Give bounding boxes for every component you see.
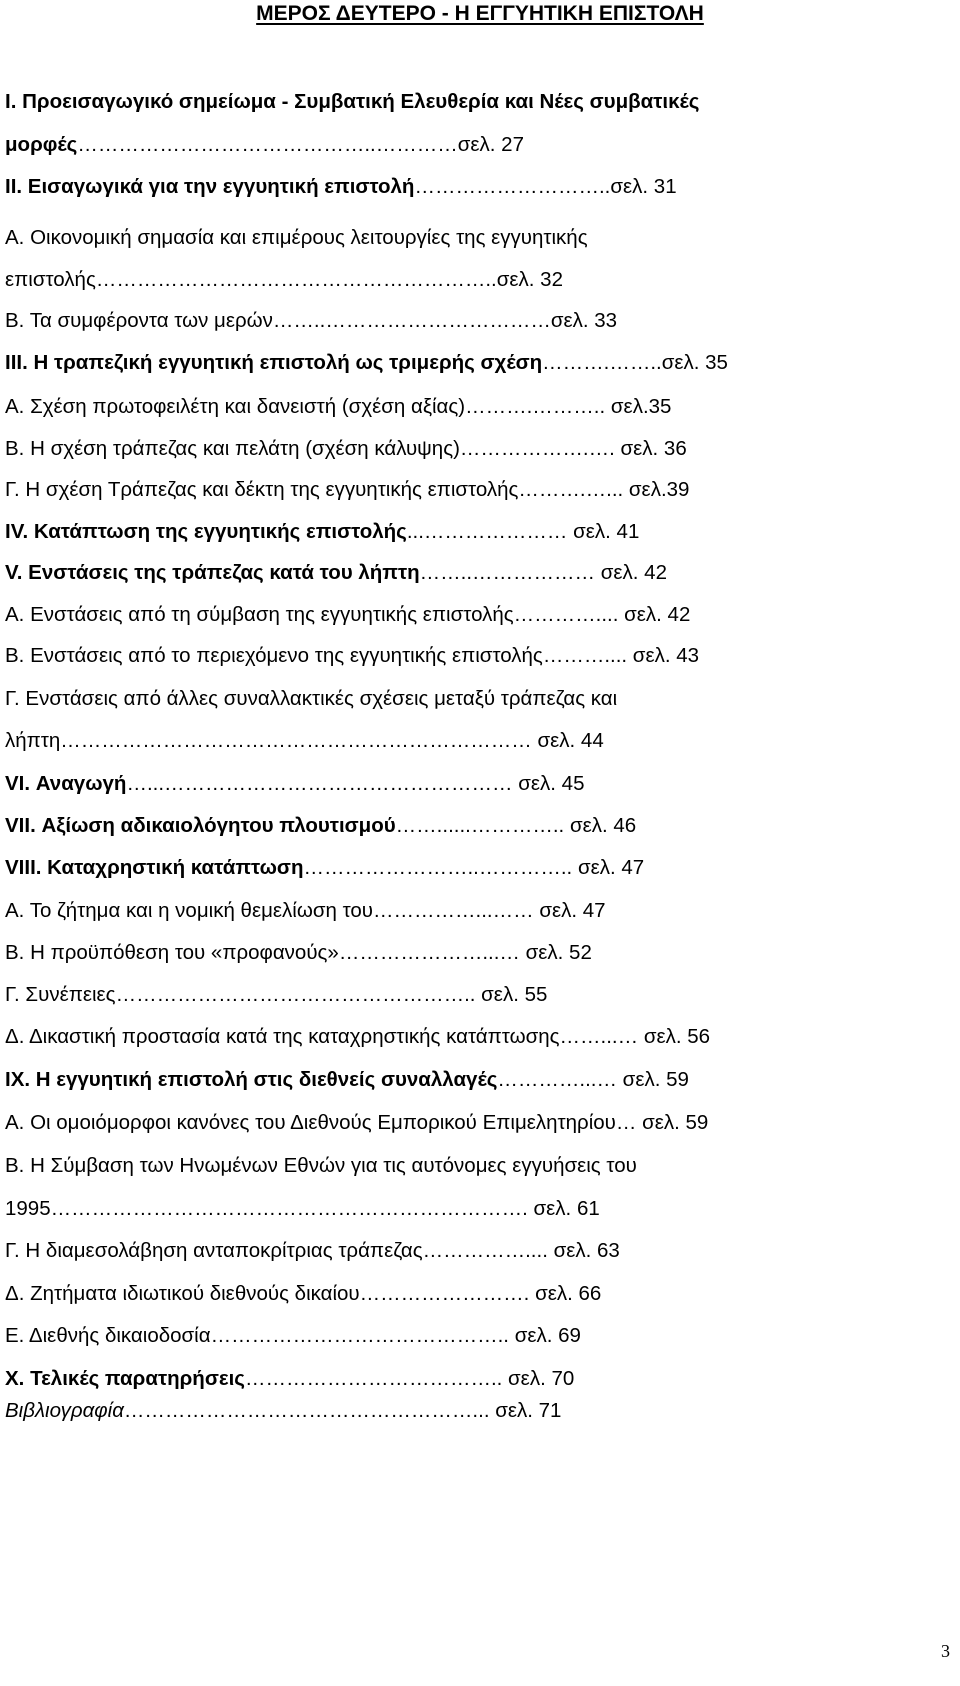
toc-entry-leaders: ……………………………………..	[210, 1324, 515, 1347]
toc-entry-page: σελ. 56	[643, 1025, 711, 1048]
toc-entry-leaders: ……………………..…………..	[303, 856, 578, 879]
toc-entry	[5, 1195, 897, 1223]
toc-entry-leaders: ………………………..	[414, 175, 611, 198]
toc-entry-page: σελ. 59	[642, 1111, 709, 1134]
toc-entry	[5, 88, 897, 116]
toc-entry-leaders: ……………...……	[373, 899, 540, 922]
toc-entry-page: σελ. 31	[610, 175, 677, 198]
toc-entry-text: Α. Οι ομοιόμορφοι κανόνες του Διεθνούς Εμπορικού Επιμελητηρίου	[5, 1111, 616, 1134]
toc-entry-leaders: ……………....	[422, 1239, 554, 1262]
toc-entry-text: Β. Η Σύμβαση των Ηνωμένων Εθνών για τις αυτόνομες εγγυήσεις του	[5, 1154, 637, 1177]
toc-entry	[5, 1237, 897, 1265]
toc-entry-text: Ι. Προεισαγωγικό σημείωμα - Συμβατική Ελευθερία και Νέες συμβατικές	[5, 90, 700, 113]
toc-entry-text: 1995	[5, 1197, 51, 1220]
toc-entry	[5, 476, 897, 504]
toc-entry-text: Δ. Δικαστική προστασία κατά της καταχρηστικής κατάπτωσης	[5, 1025, 560, 1048]
page-number: 3	[941, 1641, 950, 1661]
toc-entry-leaders: ……….………..	[465, 395, 611, 418]
toc-entry-page: σελ. 47	[539, 899, 606, 922]
toc-entry-text: λήπτη	[5, 729, 61, 752]
toc-entry-page: σελ.35	[610, 395, 672, 418]
toc-entry-page: σελ. 41	[573, 520, 640, 543]
toc-entry-page: σελ. 36	[620, 437, 687, 460]
toc-entry-text: Α. Σχέση πρωτοφειλέτη και δανειστή (σχέση αξίας)	[5, 395, 466, 418]
toc-entry-page: σελ. 71	[495, 1399, 562, 1422]
toc-entry-page: σελ. 43	[632, 644, 700, 667]
toc-entry-text: Α. Ενστάσεις από τη σύμβαση της εγγυητικής επιστολής	[5, 603, 514, 626]
toc-entry-leaders: …...……………………………………………	[126, 772, 519, 795]
toc-entry-text: Α. Το ζήτημα και η νομική θεμελίωση του	[5, 899, 374, 922]
toc-entry-leaders: ……......…………..	[395, 814, 570, 837]
toc-entry-page: σελ. 35	[661, 351, 728, 374]
toc-entry-page: σελ. 47	[577, 856, 645, 879]
page-title: ΜΕΡΟΣ ΔΕΥΤΕΡΟ - Η ΕΓΓΥΗΤΙΚΗ ΕΠΙΣΤΟΛΗ	[256, 2, 704, 25]
toc-entry-text: V. Ενστάσεις της τράπεζας κατά του λήπτη	[5, 561, 420, 584]
toc-entry-page: σελ. 46	[569, 814, 637, 837]
toc-entry-text: επιστολής	[5, 268, 96, 291]
toc-entry-page: σελ. 42	[624, 603, 691, 626]
toc-entry-text: IX. Η εγγυητική επιστολή στις διεθνείς συναλλαγές	[5, 1068, 498, 1091]
toc-entry	[5, 559, 897, 587]
toc-entry	[5, 435, 897, 463]
toc-entry-leaders: ……………………………………..…………	[77, 133, 458, 156]
toc-entry-text: μορφές	[5, 133, 78, 156]
toc-entry	[5, 266, 897, 294]
toc-entry-leaders: ……………………………………………...	[123, 1399, 496, 1422]
toc-entry-text: Β. Η σχέση τράπεζας και πελάτη (σχέση κάλυψης)	[5, 437, 460, 460]
toc-entry-text: Α. Οικονομική σημασία και επιμέρους λειτουργίες της εγγυητικής	[5, 226, 588, 249]
toc-entry-text: Χ. Τελικές παρατηρήσεις	[5, 1367, 245, 1390]
toc-entry	[5, 307, 897, 335]
toc-entry-leaders: …………....	[513, 603, 625, 626]
toc-entry-leaders: ……..………………	[419, 561, 601, 584]
toc-entry-text: Γ. Ενστάσεις από άλλες συναλλακτικές σχέσεις μεταξύ τράπεζας και	[5, 687, 618, 710]
toc-entry-leaders: ……………………………………………………………	[60, 729, 538, 752]
toc-entry-page: σελ. 61	[533, 1197, 600, 1220]
toc-entry-page: σελ. 63	[553, 1239, 620, 1262]
toc-entry-text: Γ. Η σχέση Τράπεζας και δέκτη της εγγυητικής επιστολής	[5, 478, 519, 501]
toc-entry-text: VIII. Καταχρηστική κατάπτωση	[5, 856, 304, 879]
toc-entry-text: Ε. Διεθνής δικαιοδοσία	[5, 1324, 211, 1347]
toc-entry-text: ΙΙΙ. Η τραπεζική εγγυητική επιστολή ως τριμερής σχέση	[5, 351, 543, 374]
toc-entry	[5, 601, 897, 629]
toc-entry-page: σελ.39	[628, 478, 690, 501]
toc-entry-page: σελ. 44	[537, 729, 604, 752]
toc-entry-text: Γ. Συνέπειες	[5, 983, 116, 1006]
toc-entry-leaders: ……...…	[559, 1025, 644, 1048]
toc-entry-leaders: …	[615, 1111, 643, 1134]
toc-entry-text: Β. Η προϋπόθεση του «προφανούς»	[5, 941, 339, 964]
toc-entry-leaders: ...…………………	[406, 520, 574, 543]
toc-entry-leaders: ………………………………..	[244, 1367, 509, 1390]
toc-entry-text: Δ. Ζητήματα ιδιωτικού διεθνούς δικαίου	[5, 1282, 360, 1305]
toc-entry-leaders: ………....	[542, 644, 633, 667]
toc-entry	[5, 1066, 897, 1094]
toc-entry	[5, 1280, 897, 1308]
toc-entry-page: σελ. 32	[496, 268, 563, 291]
toc-entry	[5, 1023, 897, 1051]
toc-entry-leaders: …………………………………………………..	[95, 268, 497, 291]
toc-entry-text: VII. Αξίωση αδικαιολόγητου πλουτισμού	[5, 814, 396, 837]
toc-entry-leaders: ……………………………………………..	[115, 983, 482, 1006]
toc-entry-leaders: ……..……………………………	[272, 309, 551, 332]
toc-entry	[5, 897, 897, 925]
toc-entry-page: σελ. 55	[481, 983, 548, 1006]
toc-entry-page: σελ. 70	[508, 1367, 575, 1390]
toc-entry	[5, 224, 897, 252]
toc-entry-leaders: …………………………………………………………….	[50, 1197, 534, 1220]
toc-entry-leaders: …………………...…	[338, 941, 526, 964]
toc-entry-leaders: ……………….….	[459, 437, 621, 460]
toc-entry-leaders: ……….…...	[518, 478, 629, 501]
toc-entry-text: Βιβλιογραφία	[5, 1399, 124, 1422]
toc-entry	[5, 1365, 897, 1393]
toc-entry	[5, 685, 897, 713]
toc-entry	[5, 727, 897, 755]
toc-entry	[5, 518, 897, 546]
toc-entry-text: VI. Αναγωγή	[5, 772, 127, 795]
toc-entry-page: σελ. 52	[525, 941, 592, 964]
toc-entry	[5, 1109, 897, 1137]
toc-entry	[5, 1152, 897, 1180]
toc-entry-page: σελ. 33	[550, 309, 618, 332]
toc-entry-page: σελ. 27	[457, 133, 524, 156]
toc-entry	[5, 642, 897, 670]
toc-entry	[5, 981, 897, 1009]
toc-entry	[5, 812, 897, 840]
toc-entry-text: ΙV. Κατάπτωση της εγγυητικής επιστολής	[5, 520, 407, 543]
toc-entry-page: σελ. 66	[535, 1282, 602, 1305]
toc-entry-page: σελ. 59	[622, 1068, 689, 1091]
toc-entry	[5, 131, 897, 159]
toc-entry	[5, 770, 897, 798]
toc-entry	[5, 173, 897, 201]
toc-entry-text: Β. Τα συμφέροντα των μερών	[5, 309, 273, 332]
toc-entry	[5, 393, 897, 421]
toc-entry	[5, 1397, 897, 1425]
toc-entry-leaders: …………………….	[359, 1282, 536, 1305]
toc-entry-text: Γ. Η διαμεσολάβηση ανταποκρίτριας τράπεζας	[5, 1239, 423, 1262]
toc-entry-leaders: ……….……..	[542, 351, 662, 374]
toc-entry-page: σελ. 42	[600, 561, 667, 584]
toc-entry-text: ΙΙ. Εισαγωγικά για την εγγυητική επιστολή	[5, 175, 415, 198]
toc-entry-page: σελ. 69	[514, 1324, 581, 1347]
toc-entry-page: σελ. 45	[518, 772, 585, 795]
toc-entry-text: Β. Ενστάσεις από το περιεχόμενο της εγγυητικής επιστολής	[5, 644, 543, 667]
toc-entry-leaders: …………...…	[497, 1068, 623, 1091]
toc-entry	[5, 349, 897, 377]
toc-entry	[5, 1322, 897, 1350]
toc-entry	[5, 854, 897, 882]
toc-entry	[5, 939, 897, 967]
